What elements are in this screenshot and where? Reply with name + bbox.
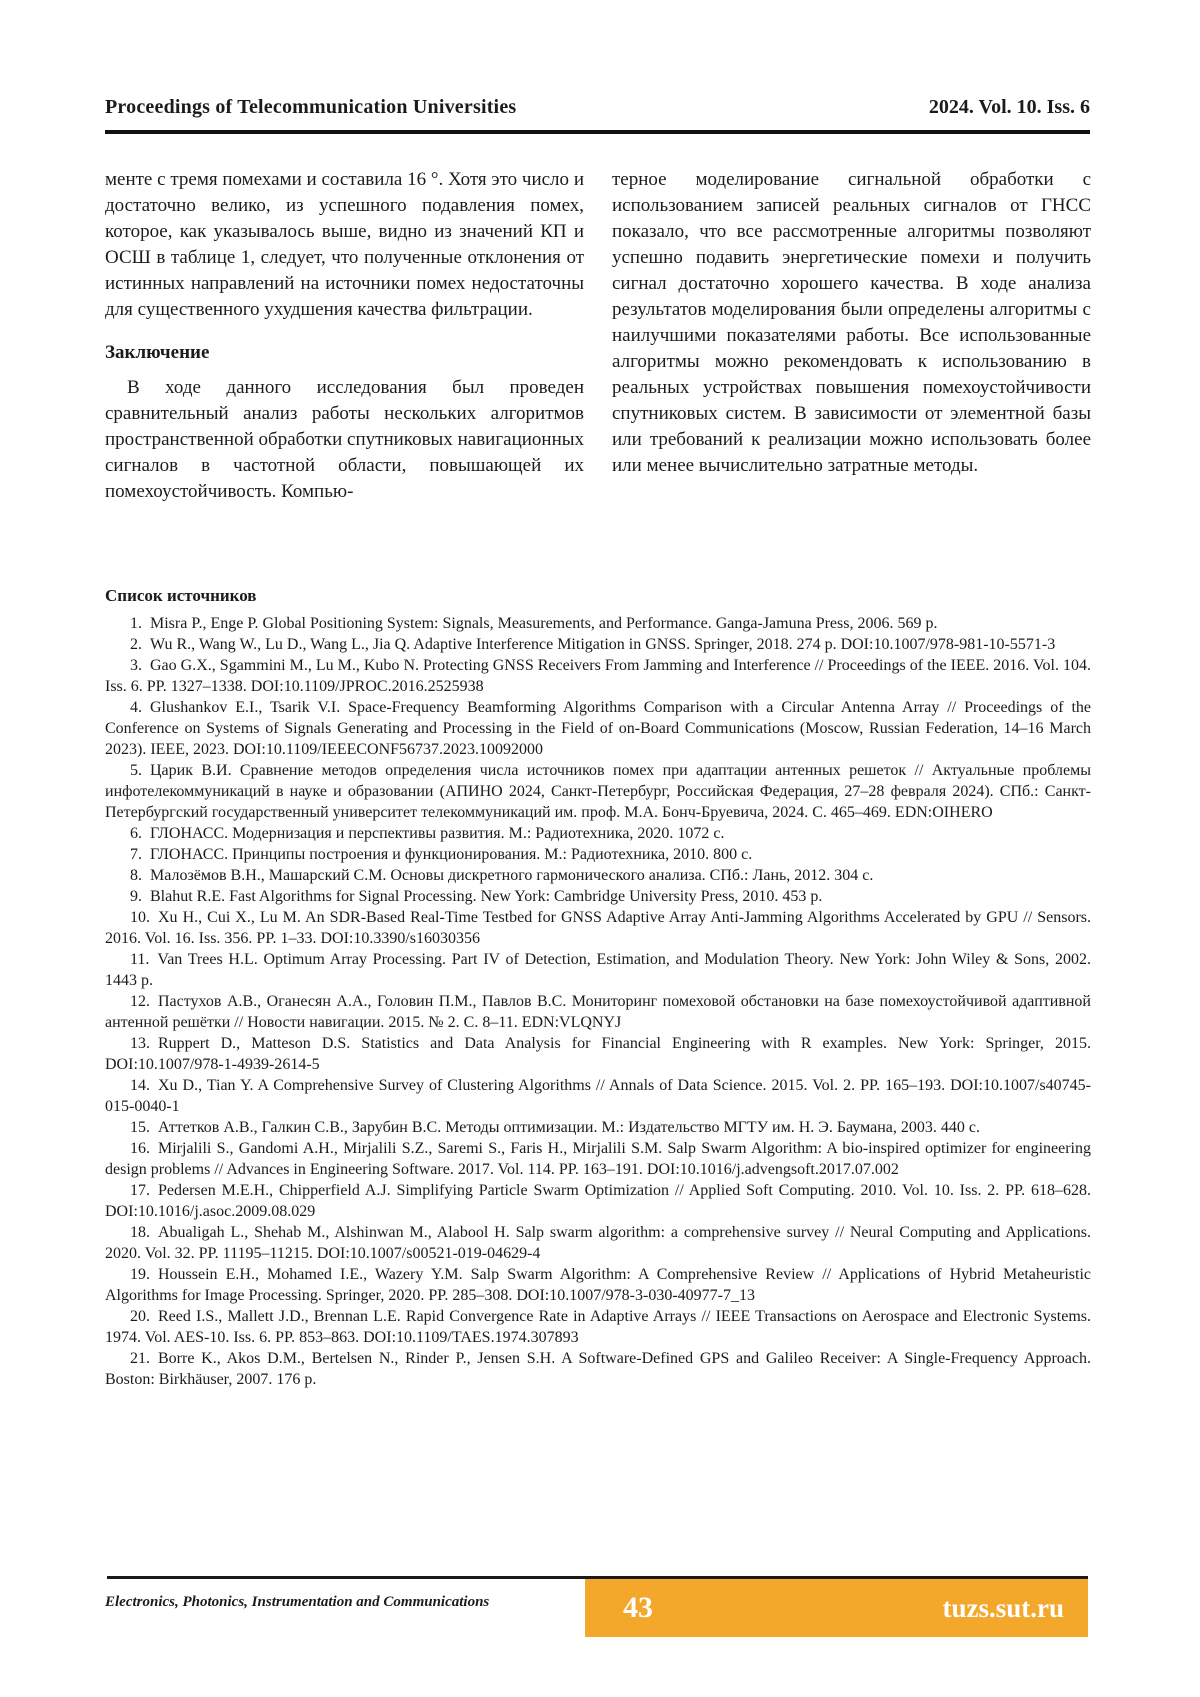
reference-text: Van Trees H.L. Optimum Array Processing. Part IV of Detection, Estimation, and Modulation Theory. New York: John Wiley & Sons, 2002. 1443 p.: [105, 951, 1091, 989]
reference-number: 13.: [130, 1035, 150, 1052]
conclusion-heading: Заключение: [105, 342, 210, 363]
right-column: [612, 167, 1091, 479]
reference-text: ГЛОНАСС. Модернизация и перспективы развития. М.: Радиотехника, 2020. 1072 с.: [150, 825, 725, 842]
reference-item: [105, 1138, 1091, 1180]
reference-text: Pedersen M.E.H., Chipperfield A.J. Simplifying Particle Swarm Optimization // Applied Soft Computing. 2010. Vol. 10. Iss. 2. PP. 618–628. DOI:10.1016/j.asoc.2009.08.029: [105, 1182, 1091, 1220]
issue-info: 2024. Vol. 10. Iss. 6: [928, 96, 1090, 118]
reference-text: Ruppert D., Matteson D.S. Statistics and Data Analysis for Financial Engineering with R examples. New York: Springer, 2015. DOI:10.1007/978-1-4939-2614-5: [105, 1035, 1091, 1073]
footer-bar: [585, 1579, 1088, 1637]
references-section: [105, 585, 1091, 1390]
reference-text: Mirjalili S., Gandomi A.H., Mirjalili S.Z., Saremi S., Faris H., Mirjalili S.M. Salp Swarm Algorithm: A bio-inspired optimizer for engineering design problems // Advances in Engineering Software. 2017. Vol. 114. PP. 163–191. DOI:10.1016/j.advengsoft.2017.07.002: [105, 1140, 1091, 1178]
paragraph-conclusion-continued: терное моделирование сигнальной обработки с использованием записей реальных сигналов от ГНСС показало, что все рассмотренные алгоритмы позволяют успешно подавить энергетические помехи и получить сигнал достаточно хорошего качества. В ходе анализа результатов моделирования были определены алгоритмы с наилучшими показателями работы. Все использованные алгоритмы можно рекомендовать к использованию в реальных устройствах повышения помехоустойчивости спутниковых систем. В зависимости от элементной базы или требований к реализации можно использовать более или менее вычислительно затратные методы.: [612, 169, 1091, 476]
reference-item: [105, 949, 1091, 991]
reference-text: Reed I.S., Mallett J.D., Brennan L.E. Rapid Convergence Rate in Adaptive Arrays // IEEE Transactions on Aerospace and Electronic Systems. 1974. Vol. AES-10. Iss. 6. PP. 853–863. DOI:10.1109/TAES.1974.307893: [105, 1308, 1091, 1346]
reference-number: 10.: [130, 909, 150, 926]
reference-item: [105, 634, 1091, 655]
reference-item: [105, 886, 1091, 907]
reference-text: Misra P., Enge P. Global Positioning System: Signals, Measurements, and Performance. Ganga-Jamuna Press, 2006. 569 p.: [150, 615, 938, 632]
reference-text: Wu R., Wang W., Lu D., Wang L., Jia Q. Adaptive Interference Mitigation in GNSS. Springer, 2018. 274 p. DOI:10.1007/978-981-10-5571-3: [150, 636, 1056, 653]
reference-text: Аттетков А.В., Галкин С.В., Зарубин В.С. Методы оптимизации. М.: Издательство МГТУ им. Н. Э. Баумана, 2003. 440 с.: [158, 1119, 980, 1136]
reference-item: [105, 907, 1091, 949]
reference-text: Glushankov E.I., Tsarik V.I. Space-Frequency Beamforming Algorithms Comparison with a Circular Antenna Array // Proceedings of the Conference on Systems of Signals Generating and Processing in the Field of on-Board Communications (Moscow, Russian Federation, 14–16 March 2023). IEEE, 2023. DOI:10.1109/IEEECONF56737.2023.10092000: [105, 699, 1091, 758]
reference-text: Малозёмов В.Н., Машарский С.М. Основы дискретного гармонического анализа. СПб.: Лань, 2012. 304 с.: [150, 867, 874, 884]
reference-text: ГЛОНАСС. Принципы построения и функционирования. М.: Радиотехника, 2010. 800 с.: [150, 846, 753, 863]
reference-item: [105, 1306, 1091, 1348]
reference-number: 19.: [130, 1266, 150, 1283]
reference-number: 1.: [130, 615, 142, 632]
reference-number: 17.: [130, 1182, 150, 1199]
reference-number: 16.: [130, 1140, 150, 1157]
reference-item: [105, 1075, 1091, 1117]
reference-text: Xu D., Tian Y. A Comprehensive Survey of Clustering Algorithms // Annals of Data Science. 2015. Vol. 2. PP. 165–193. DOI:10.1007/s40745-015-0040-1: [105, 1077, 1091, 1115]
header-rule: [105, 130, 1090, 134]
page-number: 43: [623, 1591, 653, 1624]
footer-section-label: Electronics, Photonics, Instrumentation and Communications: [105, 1594, 490, 1610]
reference-item: [105, 1264, 1091, 1306]
reference-item: [105, 1033, 1091, 1075]
paragraph-conclusion: В ходе данного исследования был проведен сравнительный анализ работы нескольких алгоритмов пространственной обработки спутниковых навигационных сигналов в частотной области, повышающей их помехоустойчивость. Компью-: [105, 377, 584, 502]
reference-number: 3.: [130, 657, 142, 674]
reference-number: 6.: [130, 825, 142, 842]
reference-number: 11.: [130, 951, 150, 968]
reference-number: 9.: [130, 888, 142, 905]
reference-item: [105, 991, 1091, 1033]
reference-number: 20.: [130, 1308, 150, 1325]
reference-list: [105, 613, 1091, 1390]
reference-text: Пастухов А.В., Оганесян А.А., Головин П.М., Павлов В.С. Мониторинг помеховой обстановки на базе помехоустойчивой адаптивной антенной решётки // Новости навигации. 2015. № 2. С. 8–11. EDN:VLQNYJ: [105, 993, 1091, 1031]
reference-text: Blahut R.E. Fast Algorithms for Signal Processing. New York: Cambridge University Press, 2010. 453 p.: [150, 888, 823, 905]
reference-number: 21.: [130, 1350, 150, 1367]
left-column: [105, 167, 584, 505]
reference-number: 4.: [130, 699, 142, 716]
reference-text: Царик В.И. Сравнение методов определения числа источников помех при адаптации антенных решеток // Актуальные проблемы инфотелекоммуникаций в науке и образовании (АПИНО 2024, Санкт-Петербург, Российская Федерация, 27–28 февраля 2024). СПб.: Санкт-Петербургский государственный университет телекоммуникаций им. проф. М.А. Бонч-Бруевича, 2024. С. 465–469. EDN:OIHERO: [105, 762, 1091, 821]
reference-item: [105, 760, 1091, 823]
reference-item: [105, 1348, 1091, 1390]
reference-number: 18.: [130, 1224, 150, 1241]
reference-item: [105, 697, 1091, 760]
reference-number: 2.: [130, 636, 142, 653]
reference-item: [105, 1117, 1091, 1138]
reference-text: Abualigah L., Shehab M., Alshinwan M., Alabool H. Salp swarm algorithm: a comprehensive survey // Neural Computing and Applications. 2020. Vol. 32. PP. 11195–11215. DOI:10.1007/s00521-019-04629-4: [105, 1224, 1091, 1262]
reference-text: Borre K., Akos D.M., Bertelsen N., Rinder P., Jensen S.H. A Software-Defined GPS and Galileo Receiver: A Single-Frequency Approach. Boston: Birkhäuser, 2007. 176 p.: [105, 1350, 1091, 1388]
journal-title: Proceedings of Telecommunication Universities: [105, 96, 517, 118]
reference-item: [105, 1180, 1091, 1222]
reference-number: 8.: [130, 867, 142, 884]
reference-number: 12.: [130, 993, 150, 1010]
reference-item: [105, 844, 1091, 865]
reference-item: [105, 613, 1091, 634]
journal-site-url: tuzs.sut.ru: [942, 1592, 1064, 1623]
reference-item: [105, 655, 1091, 697]
reference-text: Gao G.X., Sgammini M., Lu M., Kubo N. Protecting GNSS Receivers From Jamming and Interference // Proceedings of the IEEE. 2016. Vol. 104. Iss. 6. PP. 1327–1338. DOI:10.1109/JPROC.2016.2525938: [105, 657, 1091, 695]
reference-item: [105, 865, 1091, 886]
reference-number: 5.: [130, 762, 142, 779]
reference-item: [105, 1222, 1091, 1264]
references-heading: Список источников: [105, 586, 257, 605]
reference-item: [105, 823, 1091, 844]
reference-text: Xu H., Cui X., Lu M. An SDR-Based Real-Time Testbed for GNSS Adaptive Array Anti-Jamming Algorithms Accelerated by GPU // Sensors. 2016. Vol. 16. Iss. 356. PP. 1–33. DOI:10.3390/s16030356: [105, 909, 1091, 947]
reference-number: 14.: [130, 1077, 150, 1094]
paragraph-continuation: менте с тремя помехами и составила 16 °. Хотя это число и достаточно велико, из успешного подавления помех, которое, как указывалось выше, видно из значений КП и ОСШ в таблице 1, следует, что полученные отклонения от истинных направлений на источники помех недостаточны для существенного ухудшения качества фильтрации.: [105, 169, 584, 320]
reference-text: Houssein E.H., Mohamed I.E., Wazery Y.M. Salp Swarm Algorithm: A Comprehensive Review // Applications of Hybrid Metaheuristic Algorithms for Image Processing. Springer, 2020. PP. 285–308. DOI:10.1007/978-3-030-40977-7_13: [105, 1266, 1091, 1304]
reference-number: 15.: [130, 1119, 150, 1136]
reference-number: 7.: [130, 846, 142, 863]
